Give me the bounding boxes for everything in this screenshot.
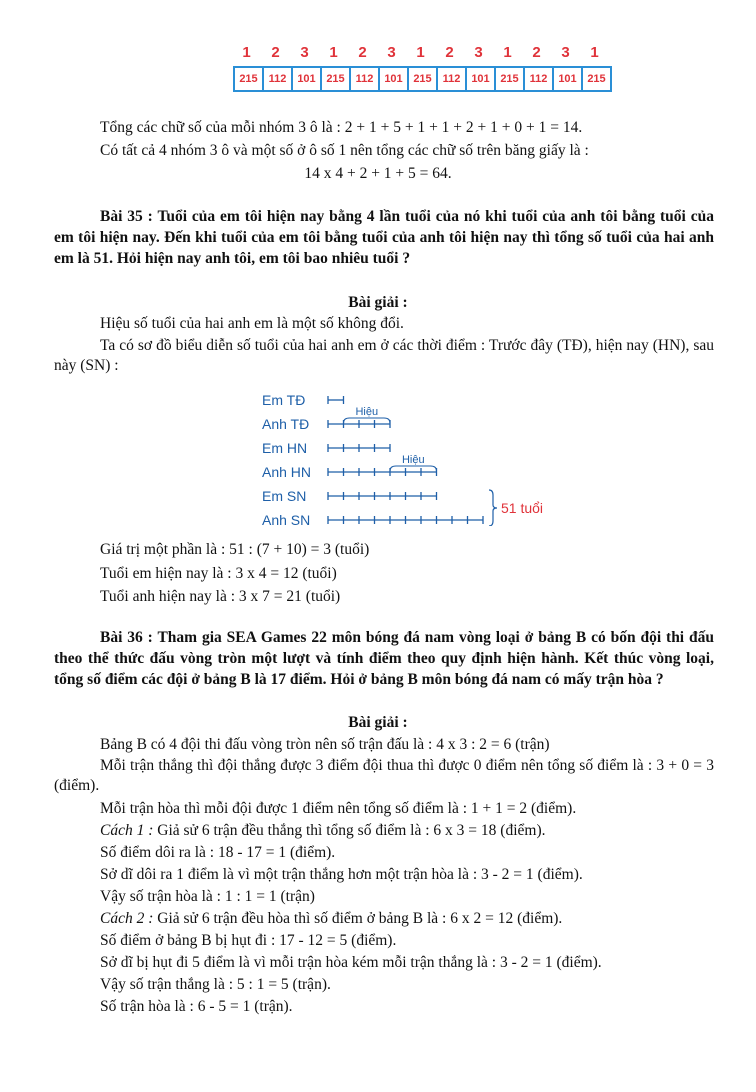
strip-position-numbers [232,44,599,64]
solution-36-line-6: Sở dĩ dôi ra 1 điểm là vì một trận thắng hơn một trận hòa là : 3 - 2 = 1 (điểm). [100,866,583,883]
solution-35-result-3: Tuổi anh hiện nay là : 3 x 7 = 21 (tuổi) [100,588,341,605]
intro-line-2: Có tất cả 4 nhóm 3 ô và một số ở ô số 1 nên tổng các chữ số trên băng giấy là : [100,142,589,159]
strip-number: 3 [561,44,570,61]
solution-36-line-2: Mỗi trận thắng thì đội thắng được 3 điểm đội thua thì được 0 điểm nên tổng số điểm là : 3 + 0 = 3 (điểm). [54,757,714,794]
row-label: Em SN [262,488,307,504]
strip-cell: 101 [467,68,496,90]
solution-36-line-9: Số điểm ở bảng B bị hụt đi : 17 - 12 = 5 (điểm). [100,932,397,949]
strip-cell: 112 [264,68,293,90]
paper-strip-figure [232,44,606,94]
row-label: Em TĐ [262,392,306,408]
solution-35-result-2: Tuổi em hiện nay là : 3 x 4 = 12 (tuổi) [100,565,337,582]
solution-36-line-5: Số điểm dôi ra là : 18 - 17 = 1 (điểm). [100,844,336,861]
solution-35-result-1: Giá trị một phần là : 51 : (7 + 10) = 3 (tuổi) [100,541,370,558]
difference-1-label: Hiệu [355,406,379,418]
difference-2-brace [390,466,437,471]
row-label: Anh SN [262,512,311,526]
solution-36-line-10: Sở dĩ bị hụt đi 5 điểm là vì mỗi trận hòa kém mỗi trận thắng là : 3 - 2 = 1 (điểm). [100,954,602,971]
diagram-svg [258,386,558,526]
solution-title-35: Bài giải : [348,294,408,311]
method-2-label: Cách 2 : [100,910,154,927]
strip-cell: 215 [409,68,438,90]
solution-36-line-1: Bảng B có 4 đội thi đấu vòng tròn nên số trận đấu là : 4 x 3 : 2 = 6 (trận) [100,736,550,753]
solution-35-line-2: Ta có sơ đồ biểu diễn số tuổi của hai anh em ở các thời điểm : Trước đây (TĐ), hiện nay (HN), sau này (SN) : [54,337,714,374]
strip-number: 1 [416,44,425,61]
difference-2-label: Hiệu [401,454,425,466]
strip-cell: 215 [235,68,264,90]
strip-cell: 112 [351,68,380,90]
age-segment-diagram [258,386,558,526]
intro-line-1: Tổng các chữ số của mỗi nhóm 3 ô là : 2 + 1 + 5 + 1 + 1 + 2 + 1 + 0 + 1 = 14. [100,119,583,136]
strip-number: 1 [242,44,251,61]
strip-number: 1 [503,44,512,61]
strip-number: 3 [474,44,483,61]
solution-36-line-3: Mỗi trận hòa thì mỗi đội được 1 điểm nên tổng số điểm là : 1 + 1 = 2 (điểm). [100,800,577,817]
problem-35: Bài 35 : Tuổi của em tôi hiện nay bằng 4 lần tuổi của nó khi tuổi của anh tôi bằng tuổi của em tôi hiện nay. Đến khi tuổi của em tôi bằng tuổi của anh tôi hiện nay thì tổng số tuổi của hai anh em là 51. Hỏi hiện nay anh tôi, em tôi bao nhiêu tuổi ? [54,208,714,267]
strip-number: 3 [300,44,309,61]
strip-cell: 215 [587,73,606,85]
intro-line-3: 14 x 4 + 2 + 1 + 5 = 64. [304,165,452,182]
strip-number: 1 [329,44,338,61]
strip-cells [233,66,612,92]
strip-cell: 101 [380,68,409,90]
solution-36-line-7: Vậy số trận hòa là : 1 : 1 = 1 (trận) [100,888,315,905]
solution-36-line-12: Số trận hòa là : 6 - 5 = 1 (trận). [100,998,293,1015]
solution-35-line-1: Hiệu số tuổi của hai anh em là một số không đổi. [100,315,404,332]
row-label: Anh HN [262,464,312,480]
solution-title-36: Bài giải : [348,714,408,731]
strip-number: 2 [271,44,280,61]
strip-number: 2 [358,44,367,61]
method-2-text: Giả sử 6 trận đều hòa thì số điểm ở bảng B là : 6 x 2 = 12 (điểm). [153,910,563,927]
solution-36-method-2 [100,909,562,929]
row-label: Em HN [262,440,308,456]
total-brace [489,490,497,526]
difference-1-brace [344,418,391,423]
method-1-text: Giả sử 6 trận đều thắng thì tổng số điểm là : 6 x 3 = 18 (điểm). [153,822,546,839]
strip-cell: 112 [438,68,467,90]
strip-cell: 112 [525,68,554,90]
strip-cell: 101 [293,68,322,90]
strip-number: 3 [387,44,396,61]
strip-number: 2 [532,44,541,61]
strip-cell: 215 [322,68,351,90]
total-label: 51 tuổi [501,500,544,516]
strip-cell: 101 [554,68,583,90]
solution-36-line-11: Vậy số trận thắng là : 5 : 1 = 5 (trận). [100,976,331,993]
row-label: Anh TĐ [262,416,310,432]
strip-number: 2 [445,44,454,61]
problem-36: Bài 36 : Tham gia SEA Games 22 môn bóng đá nam vòng loại ở bảng B có bốn đội thi đấu theo thể thức đấu vòng tròn một lượt và tính điểm theo quy định hiện hành. Kết thúc vòng loại, tổng số điểm các đội ở bảng B là 17 điểm. Hỏi ở bảng B môn bóng đá nam có mấy trận hòa ? [54,629,714,688]
strip-number: 1 [590,44,599,61]
method-1-label: Cách 1 : [100,822,154,839]
strip-cell: 215 [496,68,525,90]
solution-36-method-1 [100,821,546,841]
